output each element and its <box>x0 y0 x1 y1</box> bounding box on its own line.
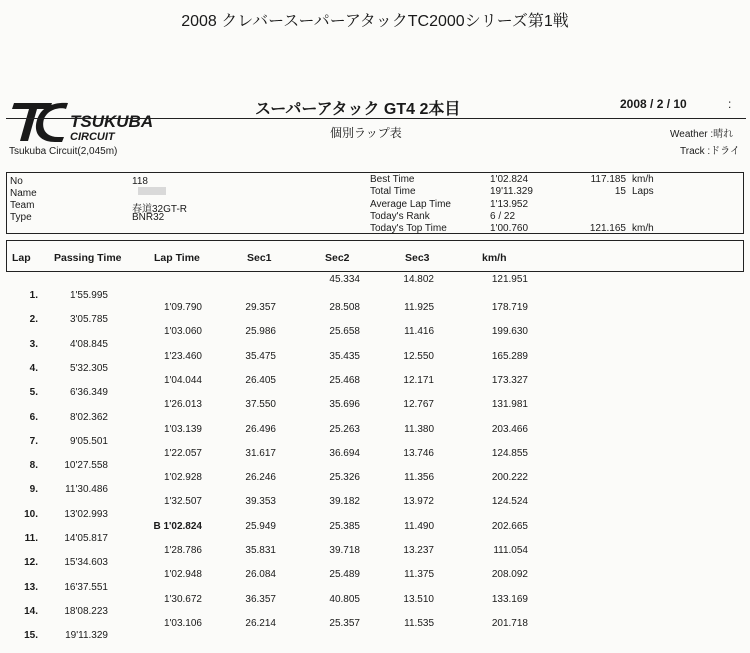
sec1-value: 26.496 <box>245 424 276 435</box>
lap-number: 11. <box>24 533 38 544</box>
session-title: スーパーアタック GT4 2本目 <box>255 101 461 118</box>
no-value: 118 <box>132 176 148 187</box>
sec3-value: 11.416 <box>404 326 434 337</box>
sec3-value: 11.535 <box>404 618 434 629</box>
no-label: No <box>10 176 23 187</box>
sec1-value: 26.214 <box>245 618 276 629</box>
sec3-value: 11.356 <box>404 472 434 483</box>
lap-number: 3. <box>29 339 38 350</box>
kmh-value: 124.524 <box>491 496 528 507</box>
kmh-value: 202.665 <box>491 521 528 532</box>
lap-number: 6. <box>29 412 38 423</box>
sec1-value: 29.357 <box>245 302 276 313</box>
sec2-value: 35.696 <box>329 399 360 410</box>
sec1-value: 26.084 <box>245 569 276 580</box>
sec2-value: 35.435 <box>329 351 360 362</box>
lap-number: 5. <box>29 387 38 398</box>
laps-count: 15 <box>614 186 626 197</box>
lap-time: 1'30.672 <box>163 594 202 605</box>
sec2-value: 25.658 <box>329 326 360 337</box>
svg-text:TSUKUBA: TSUKUBA <box>70 112 154 131</box>
sec3-value: 12.171 <box>403 375 434 386</box>
series-title: 2008 クレバースーパーアタックTC2000シリーズ第1戦 <box>181 13 569 30</box>
passing-time: 16'37.551 <box>64 582 108 593</box>
kmh-value: 111.054 <box>493 545 528 556</box>
sec2-value: 25.263 <box>329 424 360 435</box>
col-lap: Lap <box>12 252 31 264</box>
sec1-value: 36.357 <box>245 594 276 605</box>
sec1-value: 39.353 <box>245 496 276 507</box>
col-sec2: Sec2 <box>325 252 350 264</box>
kmh-value: 201.718 <box>491 618 528 629</box>
kmh-value: 178.719 <box>491 302 528 313</box>
name-label: Name <box>10 188 37 199</box>
lap-number: 10. <box>24 509 38 520</box>
lap-time: 1'26.013 <box>163 399 202 410</box>
col-sec3: Sec3 <box>405 252 430 264</box>
lap-time: 1'03.139 <box>163 424 202 435</box>
date-separator: : <box>728 97 732 111</box>
sec1-value: 35.831 <box>245 545 276 556</box>
header-divider <box>6 118 746 119</box>
col-passing-time: Passing Time <box>54 252 122 264</box>
passing-time: 1'55.995 <box>69 290 108 301</box>
passing-time: 8'02.362 <box>69 412 108 423</box>
sec1-value: 25.949 <box>245 521 276 532</box>
kmh-value: 200.222 <box>491 472 528 483</box>
sec2-value: 25.385 <box>329 521 360 532</box>
sec3-value: 11.375 <box>404 569 434 580</box>
sec1-value: 37.550 <box>245 399 276 410</box>
lap-time: 1'03.106 <box>163 618 202 629</box>
col-sec1: Sec1 <box>247 252 272 264</box>
lap-time: 1'23.460 <box>163 351 202 362</box>
lap-number: 9. <box>29 484 38 495</box>
kmh-value: 165.289 <box>491 351 528 362</box>
lap-time: 1'04.044 <box>163 375 202 386</box>
passing-time: 9'05.501 <box>69 436 108 447</box>
tsukuba-logo-mark <box>8 99 183 145</box>
event-date: 2008 / 2 / 10 <box>620 97 687 111</box>
passing-time: 3'05.785 <box>69 314 108 325</box>
passing-time: 10'27.558 <box>64 460 108 471</box>
passing-time: 6'36.349 <box>69 387 108 398</box>
team-label: Team <box>10 200 35 211</box>
best-time-value: 1'02.824 <box>490 174 529 185</box>
passing-time: 13'02.993 <box>64 509 108 520</box>
first-sec3: 14.802 <box>403 274 434 285</box>
weather-label: Weather :晴れ <box>670 129 734 140</box>
name-value <box>132 186 166 197</box>
lap-number: 1. <box>29 290 38 301</box>
lap-time: 1'02.948 <box>163 569 202 580</box>
sec3-value: 13.746 <box>403 448 434 459</box>
lap-time: 1'09.790 <box>163 302 202 313</box>
sec2-value: 39.718 <box>329 545 360 556</box>
lap-number: 13. <box>24 582 38 593</box>
sec1-value: 35.475 <box>245 351 276 362</box>
kmh-value: 124.855 <box>491 448 528 459</box>
first-kmh: 121.951 <box>491 274 528 285</box>
report-subtitle: 個別ラップ表 <box>330 126 402 140</box>
sec2-value: 36.694 <box>329 448 360 459</box>
sec3-value: 12.550 <box>403 351 434 362</box>
sec1-value: 25.986 <box>245 326 276 337</box>
passing-time: 5'32.305 <box>69 363 108 374</box>
lap-number: 12. <box>24 557 38 568</box>
lap-number: 15. <box>24 630 38 641</box>
kmh-value: 208.092 <box>491 569 528 580</box>
kmh-value: 131.981 <box>491 399 528 410</box>
laps-unit: Laps <box>632 186 654 197</box>
best-time-label: Best Time <box>370 174 415 185</box>
col-kmh: km/h <box>482 252 507 264</box>
redacted-name-block <box>138 187 166 195</box>
kmh-value: 173.327 <box>491 375 528 386</box>
lap-time: 1'32.507 <box>163 496 202 507</box>
avg-lap-value: 1'13.952 <box>490 199 529 210</box>
total-time-value: 19'11.329 <box>490 186 533 197</box>
passing-time: 15'34.603 <box>64 557 108 568</box>
sec2-value: 40.805 <box>329 594 360 605</box>
sec2-value: 25.468 <box>329 375 360 386</box>
lap-number: 8. <box>29 460 38 471</box>
best-speed-value: 117.185 <box>590 174 626 185</box>
sec3-value: 11.380 <box>404 424 434 435</box>
passing-time: 4'08.845 <box>69 339 108 350</box>
sec2-value: 25.326 <box>329 472 360 483</box>
sec3-value: 11.925 <box>404 302 434 313</box>
circuit-label: Tsukuba Circuit(2,045m) <box>9 146 118 157</box>
lap-number: 2. <box>29 314 38 325</box>
first-sec2: 45.334 <box>329 274 360 285</box>
rank-value: 6 / 22 <box>490 211 516 222</box>
top-speed-value: 121.165 <box>589 223 626 234</box>
top-time-label: Today's Top Time <box>370 223 447 234</box>
lap-time: 1'03.060 <box>163 326 202 337</box>
lap-number: 14. <box>24 606 38 617</box>
rank-label: Today's Rank <box>370 211 430 222</box>
kmh-value: 199.630 <box>491 326 528 337</box>
top-speed-unit: km/h <box>632 223 654 234</box>
col-lap-time: Lap Time <box>154 252 200 264</box>
sec2-value: 39.182 <box>329 496 360 507</box>
tsukuba-circuit-logo <box>8 99 183 145</box>
sec3-value: 13.972 <box>403 496 434 507</box>
passing-time: 14'05.817 <box>64 533 108 544</box>
kmh-value: 203.466 <box>491 424 528 435</box>
type-label: Type <box>10 212 32 223</box>
total-time-label: Total Time <box>370 186 416 197</box>
sec2-value: 28.508 <box>329 302 360 313</box>
sec3-value: 12.767 <box>403 399 434 410</box>
sec2-value: 25.489 <box>329 569 360 580</box>
sec3-value: 13.510 <box>403 594 434 605</box>
best-speed-unit: km/h <box>632 174 654 185</box>
sec3-value: 11.490 <box>404 521 434 532</box>
lap-time: 1'28.786 <box>163 545 202 556</box>
track-condition-label: Track :ドライ <box>680 146 740 157</box>
lap-time: 1'02.928 <box>163 472 202 483</box>
lap-time: 1'22.057 <box>163 448 202 459</box>
top-time-value: 1'00.760 <box>490 223 529 234</box>
kmh-value: 133.169 <box>491 594 528 605</box>
passing-time: 18'08.223 <box>64 606 108 617</box>
passing-time: 11'30.486 <box>65 484 108 495</box>
type-value: BNR32 <box>132 212 165 223</box>
lap-number: 7. <box>29 436 38 447</box>
sec1-value: 26.405 <box>245 375 276 386</box>
sec1-value: 26.246 <box>245 472 276 483</box>
team-value: 春道32GT-R <box>132 204 188 215</box>
lap-number: 4. <box>29 363 38 374</box>
sec1-value: 31.617 <box>245 448 276 459</box>
avg-lap-label: Average Lap Time <box>370 199 451 210</box>
sec2-value: 25.357 <box>329 618 360 629</box>
lap-time: B 1'02.824 <box>153 521 202 532</box>
passing-time: 19'11.329 <box>65 630 108 641</box>
sec3-value: 13.237 <box>403 545 434 556</box>
svg-text:CIRCUIT: CIRCUIT <box>70 131 115 143</box>
